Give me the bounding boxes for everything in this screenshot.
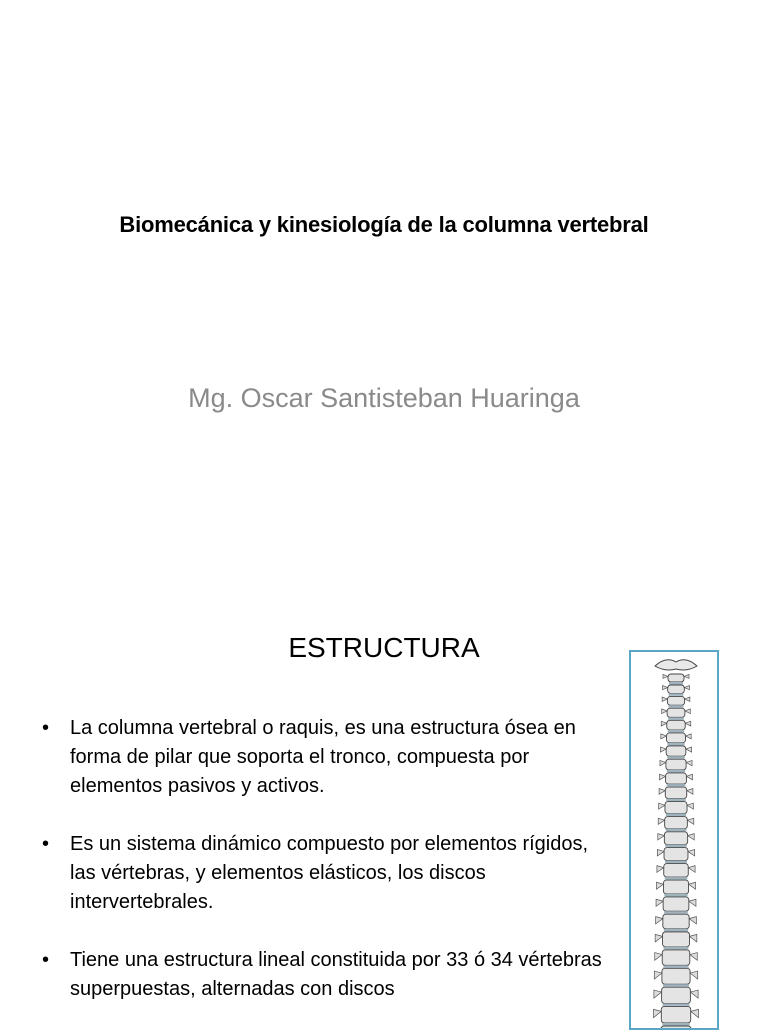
bullet-marker: •	[42, 717, 50, 739]
bullet-list	[40, 714, 610, 1033]
bullet-text: Es un sistema dinámico compuesto por elementos rígidos, las vértebras, y elementos elásticos, los discos intervertebrales.	[70, 833, 589, 913]
content-slide	[0, 576, 768, 1024]
slide-subtitle: Mg. Oscar Santisteban Huaringa	[188, 383, 580, 413]
bullet-text: La columna vertebral o raquis, es una estructura ósea en forma de pilar que soporta el tronco, compuesta por elementos pasivos y activos.	[70, 717, 576, 797]
slide-heading: ESTRUCTURA	[288, 632, 480, 663]
slide-title: Biomecánica y kinesiología de la columna vertebral	[119, 212, 649, 237]
spine-image	[629, 650, 719, 1030]
bullet-marker: •	[42, 833, 50, 855]
bullet-item	[40, 946, 610, 1004]
bullet-item	[40, 830, 610, 917]
bullet-item	[40, 714, 610, 801]
bullet-marker: •	[42, 949, 50, 971]
bullet-text: Tiene una estructura lineal constituida por 33 ó 34 vértebras superpuestas, alternadas con discos	[70, 949, 602, 1000]
spine-illustration-icon	[631, 652, 717, 1028]
